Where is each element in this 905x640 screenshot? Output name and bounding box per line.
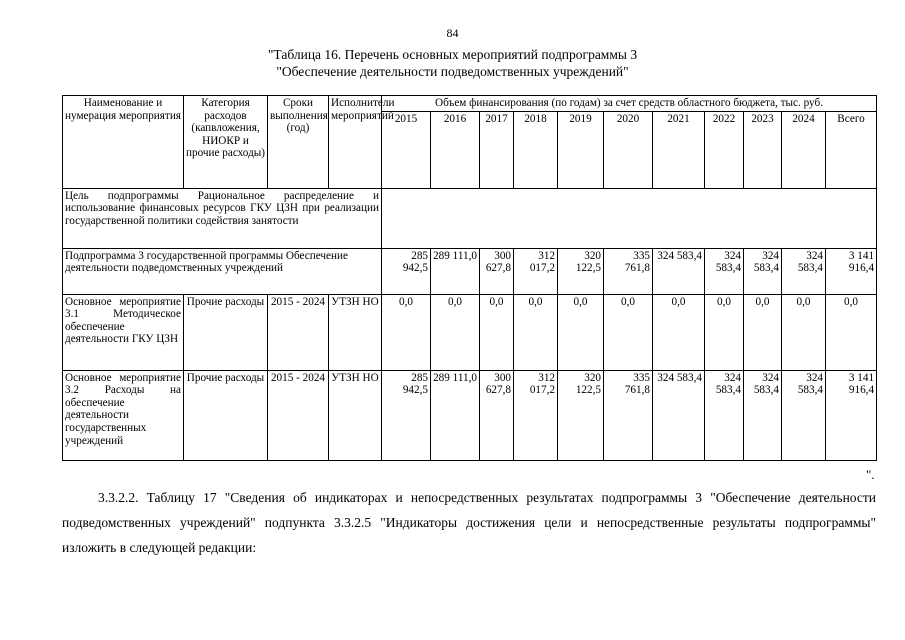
table-cell: 0,0 — [744, 294, 782, 370]
header-total: Всего — [826, 111, 877, 188]
table-row — [63, 294, 877, 370]
table-cell: 0,0 — [653, 294, 705, 370]
table-cell: 324 583,4 — [705, 248, 744, 294]
table-cell: 0,0 — [826, 294, 877, 370]
table-cell: 324 583,4 — [744, 370, 782, 460]
table-cell: 324 583,4 — [782, 370, 826, 460]
header-year: 2018 — [514, 111, 558, 188]
goal-empty — [382, 188, 877, 248]
table-cell: 0,0 — [480, 294, 514, 370]
measure-name: Основное мероприятие 3.1 Методическое обеспечение деятельности ГКУ ЦЗН — [63, 294, 184, 370]
measure-term: 2015 - 2024 — [268, 294, 329, 370]
table-cell: 3 141 916,4 — [826, 370, 877, 460]
measure-name: Основное мероприятие 3.2 Расходы на обеспечение деятельности государственных учреждений — [63, 370, 184, 460]
measure-category: Прочие расходы — [184, 294, 268, 370]
header-year: 2017 — [480, 111, 514, 188]
header-funding: Объем финансирования (по годам) за счет средств областного бюджета, тыс. руб. — [382, 96, 877, 112]
header-name: Наименование и нумерация мероприятия — [63, 96, 184, 189]
header-term: Сроки выполнения (год) — [268, 96, 329, 189]
header-year: 2015 — [382, 111, 431, 188]
header-year: 2023 — [744, 111, 782, 188]
header-year: 2019 — [558, 111, 604, 188]
header-category: Категория расходов (капвложения, НИОКР и прочие расходы) — [184, 96, 268, 189]
header-year: 2020 — [604, 111, 653, 188]
amendment-paragraph: 3.3.2.2. Таблицу 17 "Сведения об индикаторах и непосредственных результатах подпрограммы 3 "Обеспечение деятельности подведомственных учреждений" подпункта 3.3.2.5 "Индикаторы достижения цели и непосредственные результаты подпрограммы" изложить в следующей редакции: — [62, 490, 876, 555]
page-number: 84 — [446, 26, 459, 40]
table-cell: 289 111,0 — [431, 370, 480, 460]
table-cell: 324 583,4 — [782, 248, 826, 294]
table-cell: 300 627,8 — [480, 248, 514, 294]
measure-category: Прочие расходы — [184, 370, 268, 460]
table-cell: 0,0 — [558, 294, 604, 370]
table-cell: 312 017,2 — [514, 370, 558, 460]
table-cell: 324 583,4 — [744, 248, 782, 294]
table-cell: 320 122,5 — [558, 370, 604, 460]
table-cell: 0,0 — [382, 294, 431, 370]
table-cell: 320 122,5 — [558, 248, 604, 294]
table-cell: 0,0 — [782, 294, 826, 370]
table-title-line2: "Обеспечение деятельности подведомственных учреждений" — [276, 64, 629, 79]
table-cell: 324 583,4 — [653, 248, 705, 294]
subprogram-text: Подпрограмма 3 государственной программы Обеспечение деятельности подведомственных учреждений — [63, 248, 382, 294]
table-cell: 335 761,8 — [604, 248, 653, 294]
table-cell: 312 017,2 — [514, 248, 558, 294]
table-title — [0, 46, 905, 80]
table-cell: 324 583,4 — [705, 370, 744, 460]
table-cell: 324 583,4 — [653, 370, 705, 460]
measure-term: 2015 - 2024 — [268, 370, 329, 460]
table-cell: 3 141 916,4 — [826, 248, 877, 294]
table-cell: 285 942,5 — [382, 370, 431, 460]
table-cell: 0,0 — [604, 294, 653, 370]
table-end-mark: ". — [866, 467, 875, 482]
header-year: 2016 — [431, 111, 480, 188]
header-year: 2021 — [653, 111, 705, 188]
table-cell: 0,0 — [705, 294, 744, 370]
header-row-1 — [63, 96, 877, 112]
table-title-line1: "Таблица 16. Перечень основных мероприятий подпрограммы 3 — [267, 47, 638, 62]
table-cell: 300 627,8 — [480, 370, 514, 460]
table-row — [63, 370, 877, 460]
header-year: 2024 — [782, 111, 826, 188]
measures-table — [62, 95, 877, 461]
table-cell: 285 942,5 — [382, 248, 431, 294]
header-executor: Исполнители мероприятий — [329, 96, 382, 189]
table-cell: 0,0 — [431, 294, 480, 370]
table-cell: 289 111,0 — [431, 248, 480, 294]
table-cell: 0,0 — [514, 294, 558, 370]
goal-row — [63, 188, 877, 248]
goal-text: Цель подпрограммы Рациональное распределение и использование финансовых ресурсов ГКУ ЦЗН при реализации государственной политики содействия занятости — [63, 188, 382, 248]
subprogram-row — [63, 248, 877, 294]
measure-executor: УТЗН НО — [329, 370, 382, 460]
header-year: 2022 — [705, 111, 744, 188]
table-cell: 335 761,8 — [604, 370, 653, 460]
measure-executor: УТЗН НО — [329, 294, 382, 370]
